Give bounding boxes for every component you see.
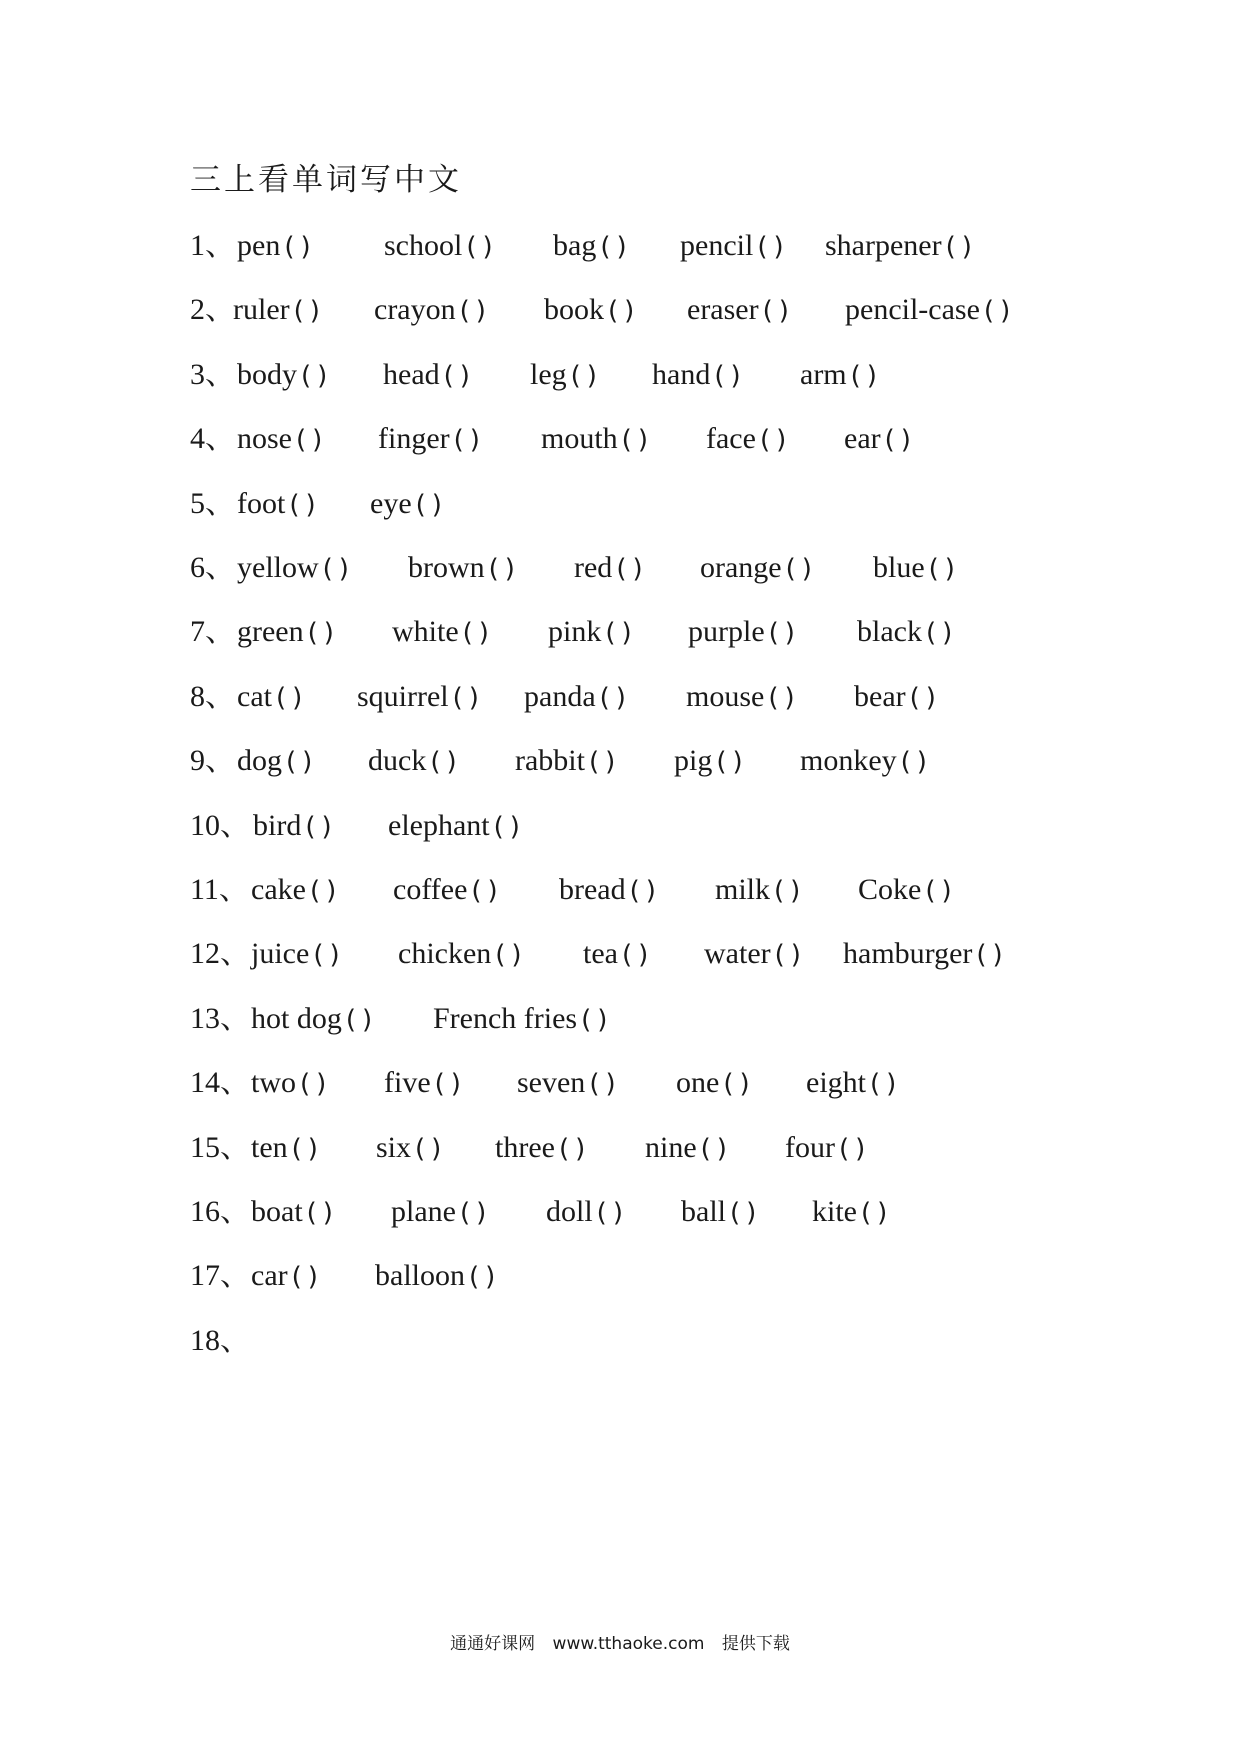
word-item [378,419,486,460]
word-item [548,612,638,653]
answer-blank[interactable]: () [286,747,319,778]
answer-blank[interactable]: () [774,876,807,906]
word-row [0,1321,1240,1361]
answer-blank[interactable]: () [838,1133,872,1164]
word-text: head [383,357,440,391]
answer-blank[interactable]: () [462,618,495,649]
word-text: face [706,422,756,456]
word-text: three [495,1130,555,1164]
word-item [541,419,654,460]
row-number: 3、 [190,357,235,391]
word-text: boat [251,1195,303,1228]
word-text: duck [368,744,427,778]
answer-blank[interactable]: () [870,1069,903,1100]
row-number: 18、 [190,1323,250,1357]
row-number: 8、 [190,679,235,713]
answer-blank[interactable]: () [900,747,933,778]
word-text: school [384,229,463,262]
word-item [237,612,340,653]
word-item [674,741,749,782]
answer-blank[interactable]: () [493,811,526,842]
row-number: 4、 [190,422,235,456]
word-item [237,419,328,460]
answer-blank[interactable]: () [300,1069,333,1100]
word-text: French fries [433,1001,578,1035]
word-item [843,934,1009,975]
answer-blank[interactable]: () [434,1069,467,1100]
answer-blank[interactable]: () [291,1133,324,1164]
answer-blank[interactable]: () [313,940,346,971]
word-text: ten [251,1130,288,1164]
answer-blank[interactable]: () [305,811,338,842]
word-item [854,677,942,718]
word-item [706,419,792,460]
word-item [845,290,1016,331]
answer-blank[interactable]: () [600,232,633,262]
answer-blank[interactable]: () [301,360,334,391]
word-item [559,870,662,911]
word-text: eight [806,1066,866,1100]
row-number: 5、 [190,486,235,520]
answer-blank[interactable]: () [275,682,309,713]
row-number: 12、 [190,937,250,971]
answer-blank[interactable]: () [884,425,917,456]
word-item [251,934,346,975]
word-text: black [857,615,922,649]
answer-blank[interactable]: () [621,940,655,971]
word-text: hot dog [251,1001,342,1035]
word-text: pencil [680,229,754,262]
word-item [812,1192,893,1233]
answer-blank[interactable]: () [570,360,603,391]
answer-blank[interactable]: () [293,296,326,327]
word-item [391,1192,492,1233]
answer-blank[interactable]: () [861,1198,894,1228]
word-item [392,612,495,653]
answer-blank[interactable]: () [928,554,961,584]
answer-blank[interactable]: () [322,554,355,584]
word-text: two [251,1066,296,1100]
word-text: finger [378,422,450,456]
word-text: five [384,1066,431,1100]
page-title: 三上看单词写中文 [190,162,462,198]
answer-blank[interactable]: () [291,1262,324,1293]
word-text: coffee [393,873,468,906]
word-item [858,870,958,911]
word-text: ruler [233,293,290,327]
word-text: monkey [800,744,897,778]
word-row [0,419,1240,459]
answer-blank[interactable]: () [488,554,521,584]
answer-blank[interactable]: () [723,1069,756,1100]
word-item [375,1256,501,1297]
word-text: panda [524,679,596,713]
row-number: 13、 [190,1001,250,1035]
word-item [806,1063,902,1104]
row-number: 2、 [190,293,235,327]
word-text: ear [844,422,881,456]
word-item [374,290,492,331]
word-item [700,548,818,589]
word-row [0,1128,1240,1168]
answer-blank[interactable]: () [415,1133,448,1164]
word-row [0,548,1240,588]
answer-blank[interactable]: () [495,940,528,971]
row-number: 17、 [190,1259,250,1293]
word-text: water [704,937,771,971]
word-text: nine [645,1130,697,1164]
word-row [0,226,1240,266]
word-item [544,290,640,331]
word-text: tea [583,937,618,971]
word-item [393,870,504,911]
word-text: elephant [388,808,490,842]
answer-blank[interactable]: () [345,1004,379,1035]
word-item [652,355,747,396]
word-text: four [785,1130,835,1164]
word-item [251,1063,332,1104]
word-text: pink [548,615,602,649]
word-item [495,1128,591,1169]
answer-blank[interactable]: () [459,1198,493,1228]
word-text: bread [559,873,626,906]
word-text: Coke [858,873,922,906]
word-text: pencil-case [845,293,980,327]
word-item [237,484,322,525]
word-text: eye [370,486,412,520]
word-text: mouth [541,422,618,456]
answer-blank[interactable]: () [558,1133,592,1164]
word-text: plane [391,1195,456,1228]
word-text: doll [546,1195,593,1228]
answer-blank[interactable]: () [621,425,654,456]
word-text: pen [237,229,281,262]
row-number: 6、 [190,551,235,584]
word-item [524,677,632,718]
answer-blank[interactable]: () [289,489,322,520]
word-text: kite [812,1195,857,1228]
word-item [251,1128,324,1169]
word-text: green [237,615,304,649]
answer-blank[interactable]: () [588,747,622,778]
word-text: nose [237,422,292,456]
word-text: bag [553,229,597,262]
word-item [398,934,528,975]
answer-blank[interactable]: () [466,232,499,262]
row-number: 11、 [190,873,249,906]
word-text: red [574,551,613,584]
word-row [0,806,1240,846]
word-text: one [676,1066,720,1100]
answer-blank[interactable]: () [762,296,795,327]
word-item [370,484,448,525]
word-text: ball [681,1195,726,1228]
word-text: foot [237,486,286,520]
word-item [680,226,790,267]
word-item [857,612,958,653]
answer-blank[interactable]: () [581,1004,614,1035]
word-text: pig [674,744,713,778]
word-row [0,1256,1240,1296]
word-text: arm [800,357,847,391]
word-row [0,934,1240,974]
word-row [0,1063,1240,1103]
word-item [681,1192,762,1233]
word-item [251,870,342,911]
answer-blank[interactable]: () [759,425,793,456]
word-text: bear [854,679,906,713]
word-item [785,1128,871,1169]
word-row [0,870,1240,910]
answer-blank[interactable]: () [307,618,340,649]
row-number: 1、 [190,229,235,262]
word-text: bird [253,808,302,842]
word-item [800,741,933,782]
word-text: balloon [375,1259,465,1293]
word-item [825,226,978,267]
footer-site-name: 通通好课网 [450,1634,536,1654]
word-text: orange [700,551,782,584]
word-item [844,419,917,460]
word-text: chicken [398,937,492,971]
word-item [704,934,807,975]
word-text: seven [517,1066,586,1100]
word-text: sharpener [825,229,942,262]
word-item [237,677,308,718]
answer-blank[interactable]: () [616,554,649,584]
word-item [368,741,463,782]
word-row [0,612,1240,652]
answer-blank[interactable]: () [589,1069,622,1100]
answer-blank[interactable]: () [909,682,942,713]
answer-blank[interactable]: () [714,360,747,391]
word-item [237,741,318,782]
word-item [553,226,633,267]
answer-blank[interactable]: () [443,360,476,391]
answer-blank[interactable]: () [757,232,790,262]
word-item [583,934,654,975]
word-item [383,355,476,396]
word-text: hamburger [843,937,973,971]
word-text: purple [688,615,765,649]
answer-blank[interactable]: () [976,940,1009,971]
word-text: book [544,293,604,327]
word-item [357,677,485,718]
word-item [546,1192,629,1233]
word-item [645,1128,733,1169]
answer-blank[interactable]: () [415,489,448,520]
word-text: blue [873,551,925,584]
word-item [376,1128,447,1169]
word-row [0,1192,1240,1232]
word-item [384,1063,467,1104]
word-item [574,548,649,589]
word-text: mouse [686,679,765,713]
word-row [0,484,1240,524]
word-item [237,355,333,396]
row-number: 14、 [190,1066,250,1100]
word-item [251,1256,324,1297]
word-text: squirrel [357,679,449,713]
word-row [0,677,1240,717]
word-item [408,548,521,589]
word-item [515,741,621,782]
word-item [233,290,326,331]
word-text: body [237,357,297,391]
answer-blank[interactable]: () [459,296,492,327]
word-item [687,290,795,331]
word-text: brown [408,551,485,584]
word-item [251,999,378,1040]
word-item [715,870,806,911]
answer-blank[interactable]: () [596,1198,629,1228]
row-number: 7、 [190,615,235,649]
answer-blank[interactable]: () [716,747,749,778]
word-text: rabbit [515,744,585,778]
word-text: leg [530,357,567,391]
word-item [530,355,603,396]
word-item [237,226,317,267]
answer-blank[interactable]: () [284,232,317,262]
footer [0,1632,1240,1656]
word-item [517,1063,622,1104]
word-text: car [251,1259,288,1293]
word-text: crayon [374,293,456,327]
word-item [237,548,355,589]
word-text: yellow [237,551,319,584]
answer-blank[interactable]: () [605,618,638,649]
answer-blank[interactable]: () [774,940,807,971]
word-row [0,290,1240,330]
word-item [686,677,801,718]
answer-blank[interactable]: () [306,1198,339,1228]
row-number: 15、 [190,1130,250,1164]
word-item [388,806,526,847]
answer-blank[interactable]: () [850,360,883,391]
answer-blank[interactable]: () [469,1262,502,1293]
answer-blank[interactable]: () [608,296,641,327]
answer-blank[interactable]: () [785,554,818,584]
row-number: 10、 [190,808,250,842]
word-row [0,355,1240,395]
answer-blank[interactable]: () [453,425,486,456]
word-item [873,548,961,589]
word-item [384,226,499,267]
word-item [433,999,613,1040]
word-item [688,612,801,653]
answer-blank[interactable]: () [430,747,463,778]
answer-blank[interactable]: () [309,876,343,906]
word-row [0,999,1240,1039]
word-text: white [392,615,459,649]
answer-blank[interactable]: () [471,876,504,906]
answer-blank[interactable]: () [925,876,958,906]
footer-url[interactable]: www.tthaoke.com [552,1634,705,1654]
answer-blank[interactable]: () [768,682,801,713]
answer-blank[interactable]: () [452,682,485,713]
answer-blank[interactable]: () [629,876,662,906]
row-number: 16、 [190,1195,250,1228]
answer-blank[interactable]: () [296,425,329,456]
word-item [800,355,883,396]
word-row [0,741,1240,781]
row-number: 9、 [190,744,235,778]
word-item [676,1063,756,1104]
word-item [251,1192,339,1233]
word-text: hand [652,357,711,391]
answer-blank[interactable]: () [925,618,959,649]
answer-blank[interactable]: () [730,1198,763,1228]
answer-blank[interactable]: () [599,682,632,713]
word-text: milk [715,873,771,906]
answer-blank[interactable]: () [945,232,978,262]
word-text: cake [251,873,306,906]
word-text: six [376,1130,412,1164]
answer-blank[interactable]: () [700,1133,733,1164]
footer-suffix: 提供下载 [721,1634,790,1654]
answer-blank[interactable]: () [768,618,801,649]
word-text: cat [237,679,272,713]
word-item [253,806,338,847]
answer-blank[interactable]: () [983,296,1017,327]
word-text: juice [251,937,310,971]
word-text: dog [237,744,282,778]
word-text: eraser [687,293,759,327]
